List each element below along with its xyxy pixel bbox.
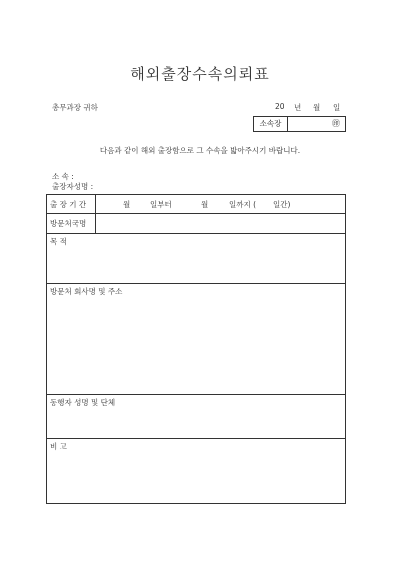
countries-divider <box>95 214 96 233</box>
period-month-2: 월 <box>201 200 209 209</box>
period-until: 일까지 ( <box>229 200 257 209</box>
request-text: 다음과 같이 해외 출장함으로 그 수속을 밟아주시기 바랍니다. <box>99 146 301 155</box>
remarks-label: 비 고 <box>50 442 67 451</box>
countries-label: 방문처국명 <box>50 219 87 228</box>
companions-label: 동행자 성명 및 단체 <box>50 398 116 407</box>
companions-row <box>47 395 345 439</box>
period-from: 일부터 <box>150 200 172 209</box>
seal-mark: ㊞ <box>332 119 340 128</box>
period-label: 출 장 기 간 <box>50 200 87 209</box>
period-divider <box>95 195 96 213</box>
traveler-name-label: 출장자성명 : <box>52 182 94 191</box>
date-month-label: 월 <box>313 103 321 112</box>
remarks-row <box>47 439 345 503</box>
companies-label: 방문처 회사명 및 주소 <box>50 287 123 296</box>
date-day-label: 일 <box>333 103 341 112</box>
period-days: 일간) <box>273 200 291 209</box>
request-form-table <box>46 194 346 504</box>
date-year-label: 년 <box>294 103 302 112</box>
period-month-1: 월 <box>123 200 131 209</box>
affiliation-label: 소 속 : <box>52 172 74 181</box>
approval-label: 소속장 <box>254 117 288 131</box>
purpose-label: 목 적 <box>50 237 67 246</box>
purpose-row <box>47 234 345 284</box>
companies-row <box>47 284 345 395</box>
addressee: 총무과장 귀하 <box>52 103 98 112</box>
period-row <box>47 195 345 214</box>
countries-row <box>47 214 345 234</box>
date-prefix: 20 <box>275 102 285 111</box>
document-title: 해외출장수속의뢰표 <box>130 65 270 83</box>
approval-box <box>253 116 346 132</box>
